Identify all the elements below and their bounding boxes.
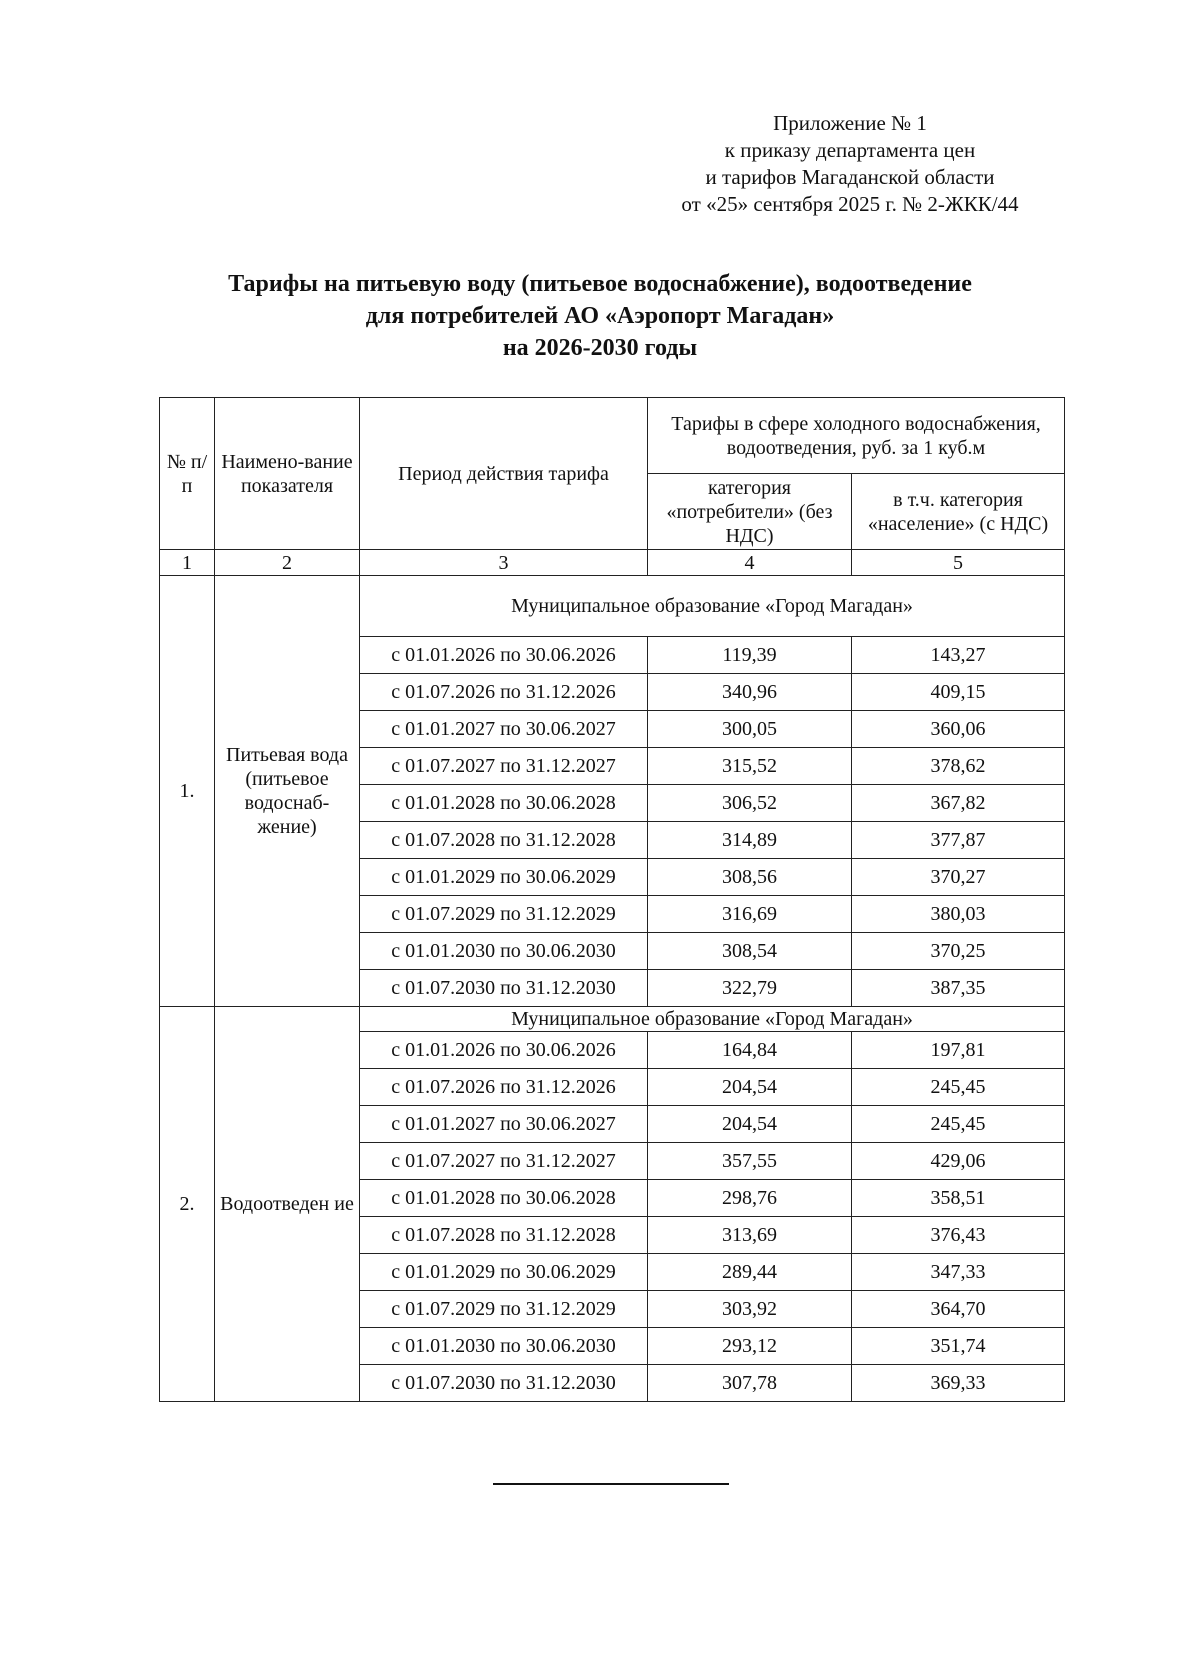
- cell-population: 143,27: [852, 637, 1065, 674]
- section-indicator-name: Водоотведен ие: [215, 1007, 360, 1402]
- appendix-date: от «25» сентября 2025 г. № 2-ЖКК/44: [681, 192, 1019, 216]
- cell-population: 197,81: [852, 1032, 1065, 1069]
- table-body: [160, 576, 1065, 1402]
- cell-consumers: 293,12: [648, 1328, 852, 1365]
- cell-population: 380,03: [852, 896, 1065, 933]
- cell-period: с 01.01.2029 по 30.06.2029: [360, 859, 648, 896]
- cell-population: 429,06: [852, 1143, 1065, 1180]
- cell-period: с 01.01.2028 по 30.06.2028: [360, 785, 648, 822]
- cell-consumers: 298,76: [648, 1180, 852, 1217]
- header-consumers: категория «потребители» (без НДС): [648, 474, 852, 550]
- section-header-row: [160, 576, 1065, 637]
- cell-period: с 01.01.2028 по 30.06.2028: [360, 1180, 648, 1217]
- column-number: 5: [852, 550, 1065, 576]
- cell-period: с 01.01.2027 по 30.06.2027: [360, 1106, 648, 1143]
- cell-period: с 01.07.2028 по 31.12.2028: [360, 822, 648, 859]
- appendix-number: Приложение № 1: [773, 111, 927, 135]
- header-name: Наимено-вание показателя: [215, 398, 360, 550]
- cell-consumers: 316,69: [648, 896, 852, 933]
- header-tariffs: Тарифы в сфере холодного водоснабжения, водоотведения, руб. за 1 куб.м: [648, 398, 1065, 474]
- cell-consumers: 300,05: [648, 711, 852, 748]
- cell-consumers: 164,84: [648, 1032, 852, 1069]
- title-line-2: для потребителей АО «Аэропорт Магадан»: [365, 303, 835, 329]
- cell-consumers: 289,44: [648, 1254, 852, 1291]
- cell-consumers: 119,39: [648, 637, 852, 674]
- cell-population: 347,33: [852, 1254, 1065, 1291]
- cell-population: 378,62: [852, 748, 1065, 785]
- cell-consumers: 322,79: [648, 970, 852, 1007]
- column-number: 1: [160, 550, 215, 576]
- cell-consumers: 204,54: [648, 1106, 852, 1143]
- cell-consumers: 340,96: [648, 674, 852, 711]
- cell-population: 351,74: [852, 1328, 1065, 1365]
- column-number: 3: [360, 550, 648, 576]
- tariff-table: [159, 397, 1065, 1402]
- cell-population: 376,43: [852, 1217, 1065, 1254]
- cell-period: с 01.07.2030 по 31.12.2030: [360, 970, 648, 1007]
- cell-population: 364,70: [852, 1291, 1065, 1328]
- cell-period: с 01.01.2030 по 30.06.2030: [360, 1328, 648, 1365]
- cell-population: 358,51: [852, 1180, 1065, 1217]
- cell-population: 370,25: [852, 933, 1065, 970]
- cell-population: 367,82: [852, 785, 1065, 822]
- appendix-order-ref: к приказу департамента цен: [724, 138, 976, 162]
- cell-period: с 01.07.2030 по 31.12.2030: [360, 1365, 648, 1402]
- municipality-label: Муниципальное образование «Город Магадан»: [360, 576, 1065, 637]
- cell-consumers: 303,92: [648, 1291, 852, 1328]
- cell-period: с 01.07.2029 по 31.12.2029: [360, 1291, 648, 1328]
- section-indicator-name: Питьевая вода (питьевое водоснаб-жение): [215, 576, 360, 1007]
- cell-period: с 01.01.2030 по 30.06.2030: [360, 933, 648, 970]
- cell-period: с 01.07.2026 по 31.12.2026: [360, 674, 648, 711]
- cell-population: 245,45: [852, 1069, 1065, 1106]
- cell-consumers: 357,55: [648, 1143, 852, 1180]
- column-number: 2: [215, 550, 360, 576]
- title-line-1: Тарифы на питьевую воду (питьевое водоснабжение), водоотведение: [228, 271, 972, 297]
- cell-population: 370,27: [852, 859, 1065, 896]
- cell-population: 360,06: [852, 711, 1065, 748]
- cell-period: с 01.07.2026 по 31.12.2026: [360, 1069, 648, 1106]
- cell-population: 387,35: [852, 970, 1065, 1007]
- cell-consumers: 204,54: [648, 1069, 852, 1106]
- cell-period: с 01.07.2027 по 31.12.2027: [360, 748, 648, 785]
- cell-consumers: 308,56: [648, 859, 852, 896]
- cell-population: 377,87: [852, 822, 1065, 859]
- cell-consumers: 314,89: [648, 822, 852, 859]
- cell-consumers: 308,54: [648, 933, 852, 970]
- cell-period: с 01.01.2029 по 30.06.2029: [360, 1254, 648, 1291]
- cell-population: 245,45: [852, 1106, 1065, 1143]
- column-number: 4: [648, 550, 852, 576]
- title-line-3: на 2026-2030 годы: [502, 335, 698, 361]
- appendix-reference: [640, 110, 1060, 218]
- document-title: [100, 268, 1100, 364]
- cell-consumers: 306,52: [648, 785, 852, 822]
- cell-period: с 01.01.2026 по 30.06.2026: [360, 637, 648, 674]
- header-period: Период действия тарифа: [360, 398, 648, 550]
- municipality-label: Муниципальное образование «Город Магадан»: [360, 1007, 1065, 1032]
- section-header-row: [160, 1007, 1065, 1032]
- cell-consumers: 315,52: [648, 748, 852, 785]
- cell-period: с 01.01.2026 по 30.06.2026: [360, 1032, 648, 1069]
- section-number: 2.: [160, 1007, 215, 1402]
- appendix-department: и тарифов Магаданской области: [705, 165, 995, 189]
- cell-consumers: 313,69: [648, 1217, 852, 1254]
- cell-period: с 01.01.2027 по 30.06.2027: [360, 711, 648, 748]
- cell-period: с 01.07.2028 по 31.12.2028: [360, 1217, 648, 1254]
- cell-population: 369,33: [852, 1365, 1065, 1402]
- header-num: № п/п: [160, 398, 215, 550]
- cell-period: с 01.07.2027 по 31.12.2027: [360, 1143, 648, 1180]
- section-number: 1.: [160, 576, 215, 1007]
- header-population: в т.ч. категория «население» (с НДС): [852, 474, 1065, 550]
- cell-population: 409,15: [852, 674, 1065, 711]
- cell-consumers: 307,78: [648, 1365, 852, 1402]
- end-divider: [493, 1483, 729, 1485]
- cell-period: с 01.07.2029 по 31.12.2029: [360, 896, 648, 933]
